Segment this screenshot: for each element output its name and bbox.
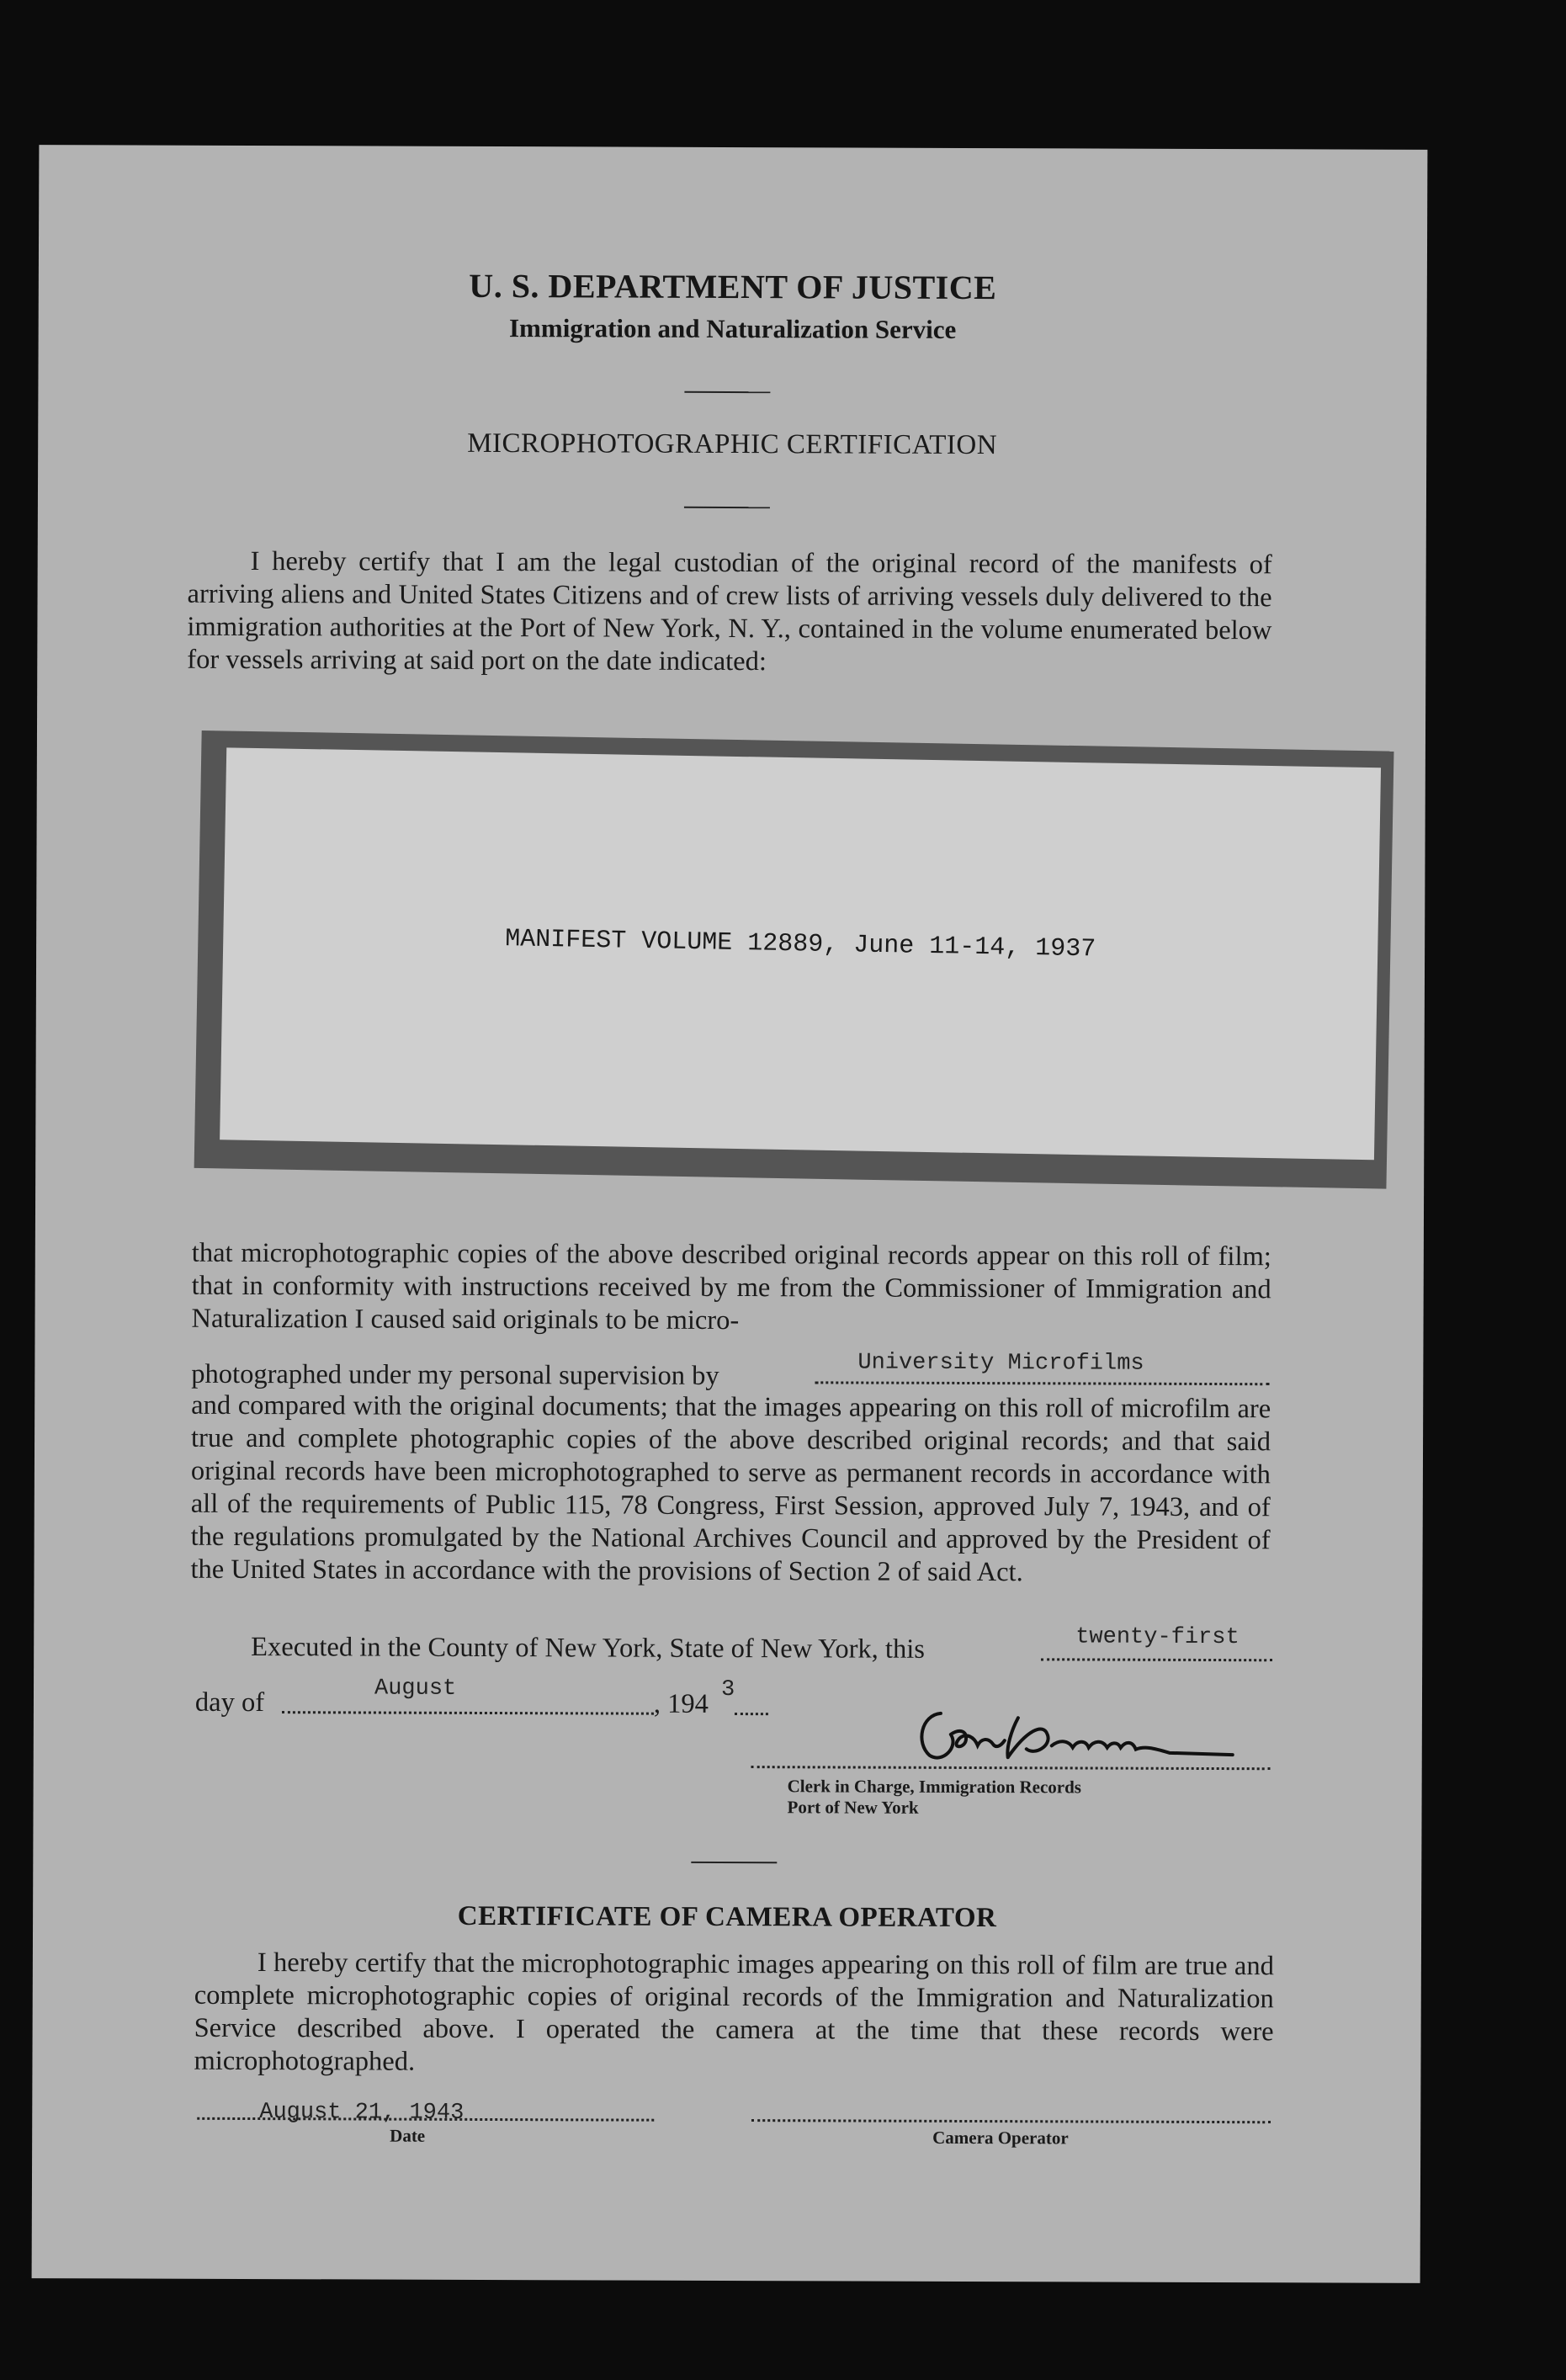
camera-certificate-text: I hereby certify that the microphotographic images appearing on this roll of film are true and complete microphotographic copies of original records of the Immigration and Naturalization Service described above. I operated the camera at the time that these records were microphotographed. bbox=[194, 1947, 1274, 2077]
clerk-title-line2: Port of New York bbox=[787, 1797, 919, 1818]
form-title: MICROPHOTOGRAPHIC CERTIFICATION bbox=[467, 428, 998, 461]
service-heading: Immigration and Naturalization Service bbox=[508, 313, 957, 344]
clerk-title bbox=[787, 1776, 1081, 1819]
department-heading: U. S. DEPARTMENT OF JUSTICE bbox=[469, 266, 997, 307]
heading-divider-1 bbox=[684, 391, 770, 393]
date-label: Date bbox=[390, 2125, 426, 2146]
operator-label: Camera Operator bbox=[932, 2127, 1069, 2149]
day-of-label: day of bbox=[194, 1687, 265, 1719]
supervision-prefix: photographed under my personal supervision by bbox=[191, 1358, 719, 1391]
certificate-divider bbox=[691, 1862, 777, 1863]
supervisor-value: University Microfilms bbox=[857, 1350, 1144, 1377]
volume-slip bbox=[220, 747, 1381, 1160]
year-digit: 3 bbox=[720, 1676, 735, 1703]
executed-text: Executed in the County of New York, State of New York, this bbox=[251, 1632, 925, 1665]
month-value: August bbox=[374, 1676, 457, 1702]
clerk-title-line1: Clerk in Charge, Immigration Records bbox=[787, 1776, 1082, 1798]
date-value: August 21, 1943 bbox=[259, 2100, 464, 2126]
body-paragraph-part2: and compared with the original documents; that the images appearing on this roll of microfilm are true and complete photographic copies of the above described original records; and that said original records have been microphotographed to serve as permanent records in accordance with all of the requirements of Public 115, 78 Congress, First Session, approved July 7, 1943, and of the regulations promulgated by the National Archives Council and approved by the President of the United States in accordance with the provisions of Section 2 of said Act. bbox=[190, 1389, 1271, 1588]
heading-divider-2 bbox=[684, 507, 770, 508]
day-fill-line bbox=[1041, 1658, 1272, 1661]
certificate-page bbox=[32, 145, 1428, 2283]
camera-certificate-title: CERTIFICATE OF CAMERA OPERATOR bbox=[457, 1900, 997, 1934]
day-value: twenty-first bbox=[1075, 1624, 1240, 1651]
supervisor-fill-line bbox=[815, 1381, 1269, 1385]
clerk-signature bbox=[900, 1697, 1287, 1778]
intro-paragraph: I hereby certify that I am the legal custodian of the original record of the manifests of arriving aliens and United States Citizens and of crew lists of arriving vessels duly delivered to the immigration authorities at the Port of New York, N. Y., contained in the volume enumerated below for vessels arriving at said port on the date indicated: bbox=[187, 546, 1272, 677]
month-fill-line bbox=[282, 1711, 654, 1715]
year-prefix: , 194 bbox=[653, 1688, 709, 1719]
volume-slip-text: MANIFEST VOLUME 12889, June 11-14, 1937 bbox=[504, 925, 1096, 964]
year-fill-line bbox=[735, 1713, 768, 1715]
operator-fill-line bbox=[751, 2119, 1271, 2123]
body-paragraph-part1: that microphotographic copies of the above described original records appear on this roll of film; that in conformity with instructions received by me from the Commissioner of Immigration and Naturalization I caused said originals to be micro- bbox=[191, 1237, 1271, 1336]
